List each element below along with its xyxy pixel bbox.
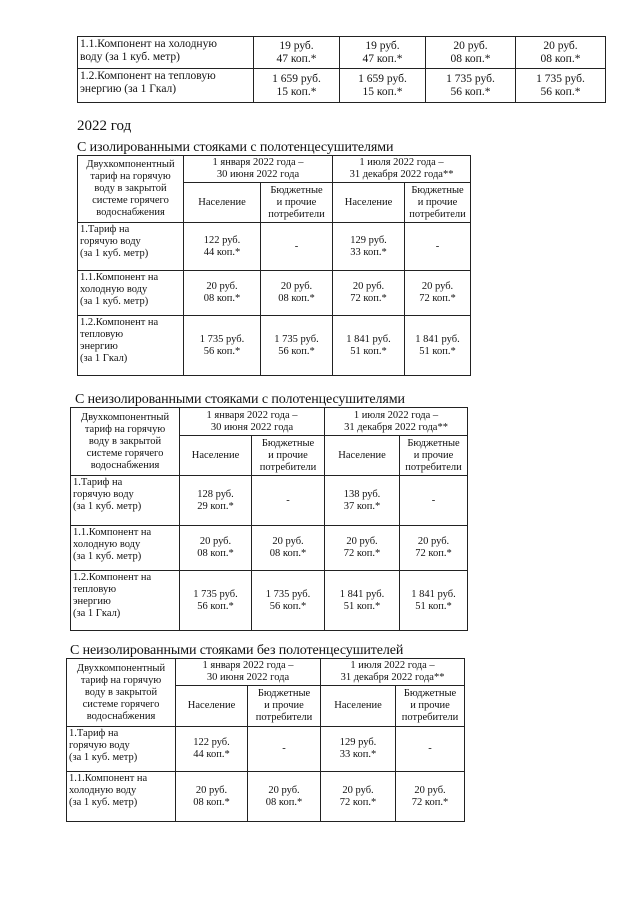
table-row <box>78 316 471 376</box>
table-cell: 20 руб. 72 коп.* <box>321 772 396 822</box>
table-header-row <box>71 408 468 436</box>
header-budget: Бюджетные и прочие потребители <box>252 436 325 476</box>
table-cell: - <box>405 223 471 271</box>
table-cell: 20 руб. 08 коп.* <box>261 271 333 316</box>
table-cell: 20 руб. 08 коп.* <box>516 37 606 69</box>
table-row <box>78 69 606 103</box>
table-cell: 1 659 руб. 15 коп.* <box>340 69 426 103</box>
section-title: С изолированными стояками с полотенцесушителями <box>77 140 394 155</box>
header-budget: Бюджетные и прочие потребители <box>405 183 471 223</box>
row-label: 1.Тариф на горячую воду (за 1 куб. метр) <box>71 476 180 526</box>
table-row <box>78 223 471 271</box>
table-cell: - <box>400 476 468 526</box>
table-cell: 138 руб. 37 коп.* <box>325 476 400 526</box>
table-cell: 20 руб. 08 коп.* <box>248 772 321 822</box>
table-cell: 20 руб. 08 коп.* <box>184 271 261 316</box>
table-cell: 19 руб. 47 коп.* <box>340 37 426 69</box>
table-row <box>78 271 471 316</box>
section-title: С неизолированными стояками без полотенцесушителей <box>70 643 404 658</box>
header-population: Население <box>321 686 396 727</box>
table-cell: 122 руб. 44 коп.* <box>176 727 248 772</box>
table-cell: 1 735 руб. 56 коп.* <box>516 69 606 103</box>
tariff-table-uninsulated-without-dryers <box>66 658 465 822</box>
header-tariff: Двухкомпонентный тариф на горячую воду в закрытой системе горячего водоснабжения <box>78 156 184 223</box>
row-label: 1.1.Компонент на холодную воду (за 1 куб. метр) <box>71 526 180 571</box>
table-header-row <box>67 659 465 686</box>
table-cell: 129 руб. 33 коп.* <box>333 223 405 271</box>
table-cell: - <box>252 476 325 526</box>
table-cell: - <box>396 727 465 772</box>
table-cell: 1 659 руб. 15 коп.* <box>254 69 340 103</box>
section-title: С неизолированными стояками с полотенцесушителями <box>75 392 405 407</box>
table-cell: 122 руб. 44 коп.* <box>184 223 261 271</box>
row-label: 1.Тариф на горячую воду (за 1 куб. метр) <box>67 727 176 772</box>
row-label: 1.2.Компонент на тепловую энергию (за 1 Гкал) <box>78 316 184 376</box>
table-cell: 1 735 руб. 56 коп.* <box>180 571 252 631</box>
table-cell: 1 841 руб. 51 коп.* <box>405 316 471 376</box>
table-cell: 128 руб. 29 коп.* <box>180 476 252 526</box>
table-row <box>71 476 468 526</box>
table-row <box>67 772 465 822</box>
row-label: 1.2.Компонент на тепловую энергию (за 1 Гкал) <box>71 571 180 631</box>
table-cell: 19 руб. 47 коп.* <box>254 37 340 69</box>
table-cell: 1 841 руб. 51 коп.* <box>333 316 405 376</box>
table-cell: 129 руб. 33 коп.* <box>321 727 396 772</box>
table-cell: 1 735 руб. 56 коп.* <box>184 316 261 376</box>
row-label: 1.Тариф на горячую воду (за 1 куб. метр) <box>78 223 184 271</box>
table-cell: 20 руб. 72 коп.* <box>405 271 471 316</box>
table-cell: - <box>248 727 321 772</box>
header-period-2: 1 июля 2022 года – 31 декабря 2022 года** <box>325 408 468 436</box>
header-budget: Бюджетные и прочие потребители <box>248 686 321 727</box>
table-row <box>71 571 468 631</box>
row-label: 1.1.Компонент на холодную воду (за 1 куб. метр) <box>78 37 254 69</box>
table-cell: 20 руб. 72 коп.* <box>396 772 465 822</box>
table-cell: 1 735 руб. 56 коп.* <box>426 69 516 103</box>
header-period-2: 1 июля 2022 года – 31 декабря 2022 года** <box>321 659 465 686</box>
table-cell: - <box>261 223 333 271</box>
table-cell: 20 руб. 08 коп.* <box>180 526 252 571</box>
header-period-1: 1 января 2022 года – 30 июня 2022 года <box>184 156 333 183</box>
tariff-table-insulated-with-dryers <box>77 155 471 376</box>
table-header-row <box>78 156 471 183</box>
row-label: 1.1.Компонент на холодную воду (за 1 куб. метр) <box>78 271 184 316</box>
header-population: Население <box>180 436 252 476</box>
row-label: 1.1.Компонент на холодную воду (за 1 куб. метр) <box>67 772 176 822</box>
header-population: Население <box>184 183 261 223</box>
table-cell: 1 735 руб. 56 коп.* <box>252 571 325 631</box>
row-label: 1.2.Компонент на тепловую энергию (за 1 Гкал) <box>78 69 254 103</box>
header-budget: Бюджетные и прочие потребители <box>400 436 468 476</box>
header-period-1: 1 января 2022 года – 30 июня 2022 года <box>180 408 325 436</box>
header-tariff: Двухкомпонентный тариф на горячую воду в закрытой системе горячего водоснабжения <box>67 659 176 727</box>
table-row <box>71 526 468 571</box>
tariff-table-2021-continued <box>77 36 606 103</box>
header-budget: Бюджетные и прочие потребители <box>261 183 333 223</box>
table-cell: 1 841 руб. 51 коп.* <box>325 571 400 631</box>
header-population: Население <box>325 436 400 476</box>
year-heading: 2022 год <box>77 118 132 134</box>
header-population: Население <box>176 686 248 727</box>
header-population: Население <box>333 183 405 223</box>
table-cell: 1 735 руб. 56 коп.* <box>261 316 333 376</box>
table-cell: 20 руб. 72 коп.* <box>325 526 400 571</box>
header-tariff: Двухкомпонентный тариф на горячую воду в закрытой системе горячего водоснабжения <box>71 408 180 476</box>
table-row <box>78 37 606 69</box>
table-cell: 1 841 руб. 51 коп.* <box>400 571 468 631</box>
tariff-table-uninsulated-with-dryers <box>70 407 468 631</box>
table-cell: 20 руб. 08 коп.* <box>252 526 325 571</box>
table-cell: 20 руб. 08 коп.* <box>176 772 248 822</box>
header-period-2: 1 июля 2022 года – 31 декабря 2022 года** <box>333 156 471 183</box>
table-cell: 20 руб. 72 коп.* <box>400 526 468 571</box>
table-cell: 20 руб. 72 коп.* <box>333 271 405 316</box>
header-period-1: 1 января 2022 года – 30 июня 2022 года <box>176 659 321 686</box>
table-row <box>67 727 465 772</box>
header-budget: Бюджетные и прочие потребители <box>396 686 465 727</box>
table-cell: 20 руб. 08 коп.* <box>426 37 516 69</box>
